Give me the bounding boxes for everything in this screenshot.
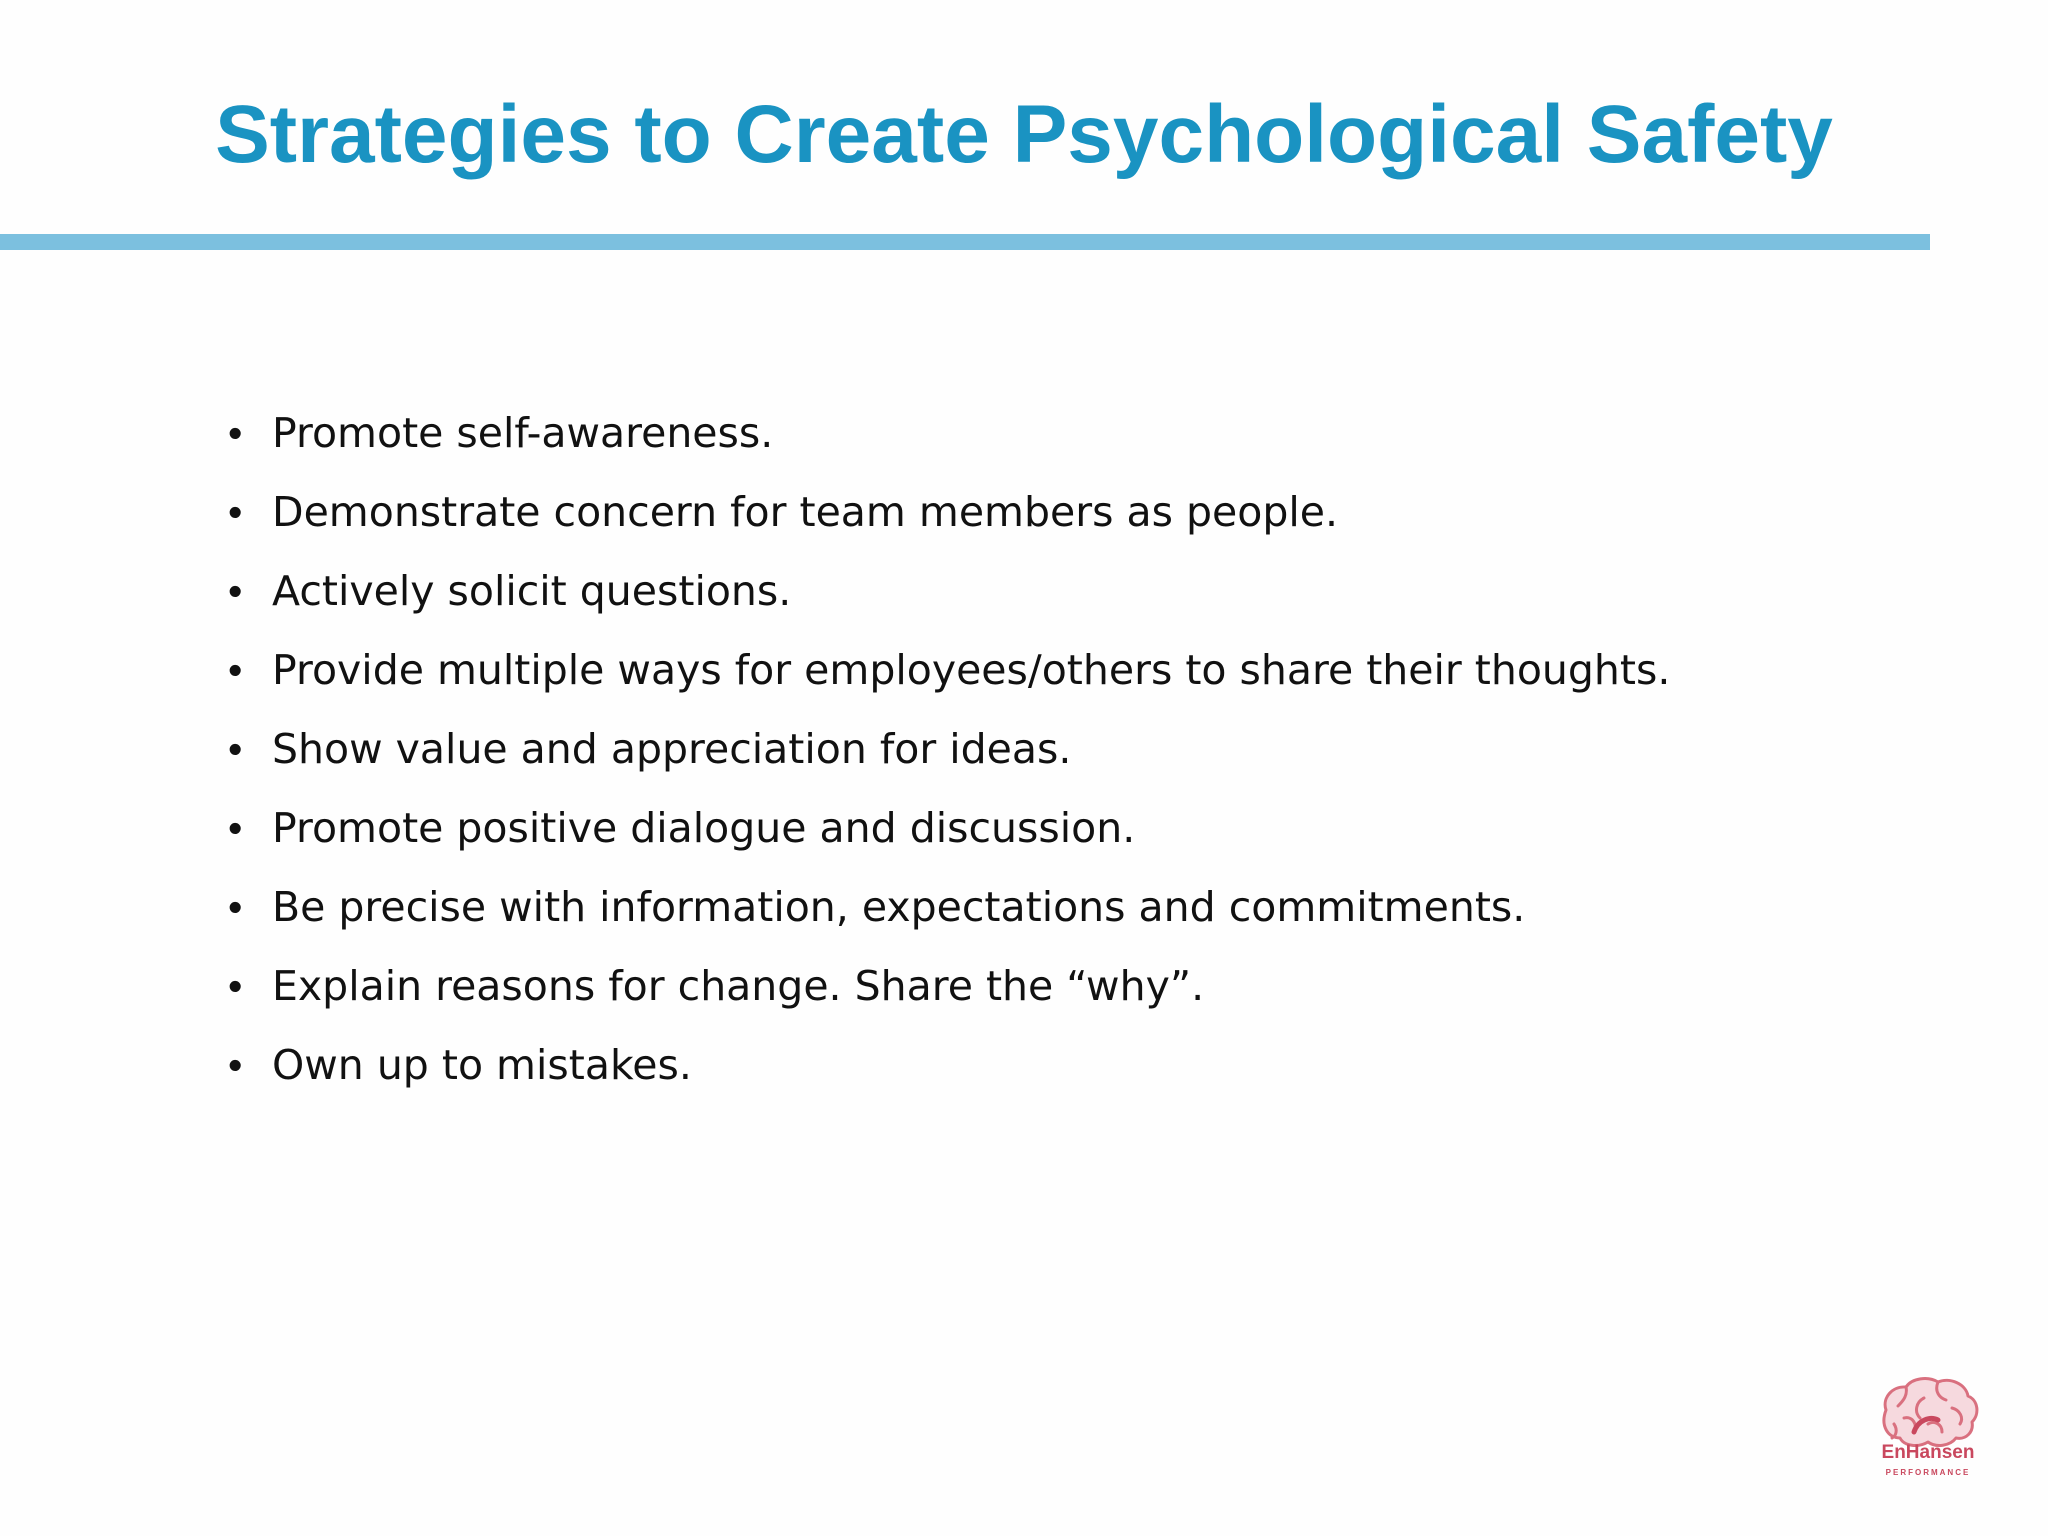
bullet-item	[228, 552, 1670, 631]
bullet-text: Provide multiple ways for employees/others to share their thoughts.	[272, 646, 1671, 694]
bullet-dot-icon: •	[228, 1042, 243, 1088]
bullet-dot-icon: •	[228, 726, 243, 772]
bullet-text: Show value and appreciation for ideas.	[272, 725, 1072, 773]
bullet-item	[228, 789, 1670, 868]
bullet-dot-icon: •	[228, 568, 243, 614]
logo-name: EnHansen	[1881, 1442, 1975, 1463]
bullet-text: Promote positive dialogue and discussion.	[272, 804, 1136, 852]
bullet-dot-icon: •	[228, 489, 243, 535]
title-divider	[0, 234, 1930, 250]
bullet-list	[228, 394, 1670, 1105]
bullet-item	[228, 394, 1670, 473]
bullet-dot-icon: •	[228, 884, 243, 930]
bullet-text: Demonstrate concern for team members as people.	[272, 488, 1339, 536]
bullet-text: Be precise with information, expectations and commitments.	[272, 883, 1526, 931]
bullet-text: Actively solicit questions.	[272, 567, 792, 615]
bullet-dot-icon: •	[228, 647, 243, 693]
bullet-dot-icon: •	[228, 410, 243, 456]
bullet-item	[228, 868, 1670, 947]
bullet-item	[228, 631, 1670, 710]
bullet-item	[228, 473, 1670, 552]
bullet-item	[228, 1026, 1670, 1105]
slide-title: Strategies to Create Psychological Safety	[215, 89, 1833, 180]
bullet-item	[228, 947, 1670, 1026]
bullet-item	[228, 710, 1670, 789]
bullet-text: Promote self-awareness.	[272, 409, 774, 457]
bullet-text: Own up to mistakes.	[272, 1041, 692, 1089]
bullet-dot-icon: •	[228, 805, 243, 851]
bullet-dot-icon: •	[228, 963, 243, 1009]
bullet-text: Explain reasons for change. Share the “why”.	[272, 962, 1205, 1010]
logo-tagline: PERFORMANCE	[1885, 1468, 1971, 1477]
